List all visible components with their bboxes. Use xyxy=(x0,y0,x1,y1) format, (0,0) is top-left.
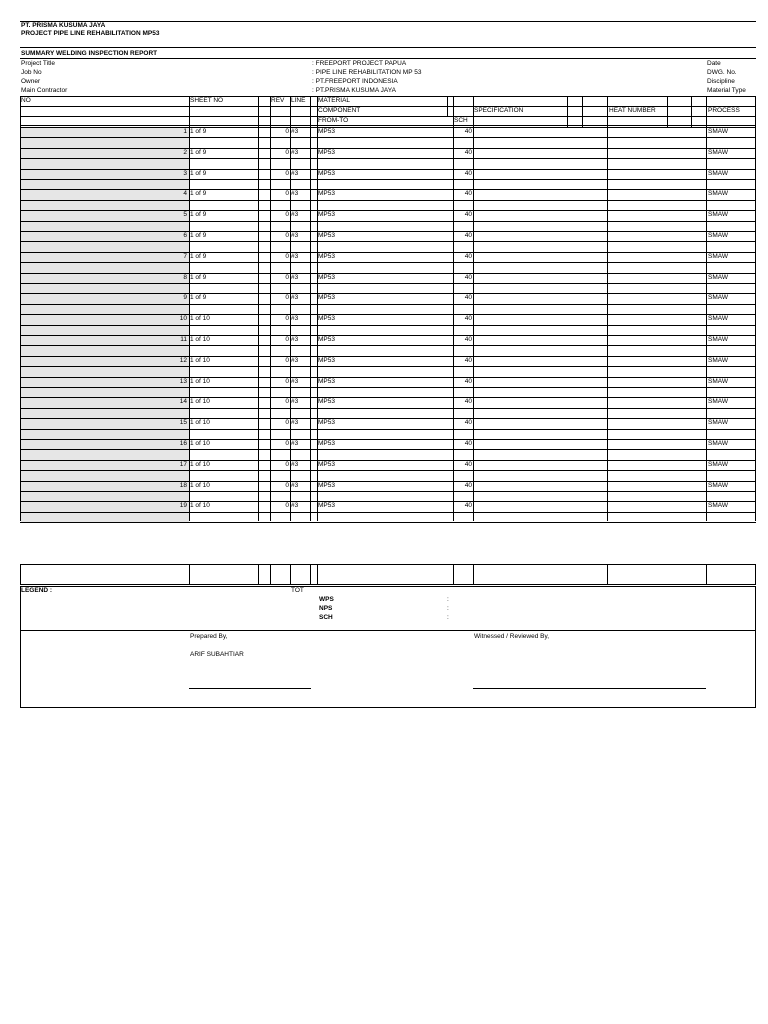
row-rev: 0 xyxy=(285,211,289,219)
row-sheet: 1 of 10 xyxy=(190,377,210,385)
company-name: PT. PRISMA KUSUMA JAYA xyxy=(21,22,106,29)
row-mid-line xyxy=(20,345,756,346)
row-line: #3 xyxy=(291,440,299,447)
row-process: SMAW xyxy=(708,148,728,156)
legend-wps-value: : xyxy=(447,596,449,603)
row-line: #3 xyxy=(291,356,299,364)
row-rev: 0 xyxy=(285,419,289,427)
row-sheet: 1 of 9 xyxy=(190,273,207,281)
row-from-to: MP53 xyxy=(318,502,335,510)
row-rev: 0 xyxy=(285,294,289,302)
job-no-label: Job No xyxy=(21,69,42,76)
legend-wps: WPS xyxy=(319,596,334,603)
header-sheet-no: SHEET NO xyxy=(190,97,224,104)
row-sch: 40 xyxy=(464,398,472,406)
row-process: SMAW xyxy=(708,336,728,343)
row-from-to: MP53 xyxy=(318,398,335,406)
prepared-by-name: ARIF SUBAHTIAR xyxy=(190,651,244,658)
row-line: #3 xyxy=(291,419,299,427)
row-sch: 40 xyxy=(464,481,472,489)
row-sch: 40 xyxy=(464,336,472,343)
row-process: SMAW xyxy=(708,502,728,510)
report-title: SUMMARY WELDING INSPECTION REPORT xyxy=(21,50,158,57)
row-sch: 40 xyxy=(464,128,472,135)
row-mid-line xyxy=(20,137,756,138)
row-no: 17 xyxy=(179,460,187,468)
row-no: 5 xyxy=(183,211,187,219)
row-from-to: MP53 xyxy=(318,481,335,489)
row-rev: 0 xyxy=(285,336,289,343)
row-rev: 0 xyxy=(285,398,289,406)
row-no: 8 xyxy=(183,273,187,281)
row-sheet: 1 of 10 xyxy=(190,460,210,468)
row-from-to: MP53 xyxy=(318,419,335,427)
row-no: 15 xyxy=(179,419,187,427)
row-process: SMAW xyxy=(708,398,728,406)
row-sheet: 1 of 9 xyxy=(190,169,207,177)
witnessed-by-label: Witnessed / Reviewed By, xyxy=(474,633,550,640)
row-rev: 0 xyxy=(285,273,289,281)
row-sch: 40 xyxy=(464,148,472,156)
row-line: #3 xyxy=(291,190,299,198)
row-from-to: MP53 xyxy=(318,356,335,364)
row-from-to: MP53 xyxy=(318,232,335,239)
row-sch: 40 xyxy=(464,440,472,447)
row-rev: 0 xyxy=(285,315,289,323)
row-no: 3 xyxy=(183,169,187,177)
row-no: 12 xyxy=(179,356,187,364)
prepared-by-label: Prepared By, xyxy=(190,633,228,640)
row-process: SMAW xyxy=(708,232,728,239)
row-sheet: 1 of 10 xyxy=(190,315,210,323)
legend-label: LEGEND : xyxy=(21,587,53,594)
header-component: COMPONENT xyxy=(318,107,361,114)
row-from-to: MP53 xyxy=(318,169,335,177)
row-no: 19 xyxy=(179,502,187,510)
row-no: 1 xyxy=(183,128,187,135)
row-line: #3 xyxy=(291,398,299,406)
legend-tot: TOT xyxy=(291,587,304,594)
row-sch: 40 xyxy=(464,502,472,510)
legend-nps: NPS xyxy=(319,605,333,612)
header-line: LINE xyxy=(291,97,306,104)
row-from-to: MP53 xyxy=(318,128,335,135)
row-sch: 40 xyxy=(464,419,472,427)
row-no: 6 xyxy=(183,232,187,239)
row-sheet: 1 of 9 xyxy=(190,148,207,156)
row-mid-line xyxy=(20,304,756,305)
row-sheet: 1 of 9 xyxy=(190,252,207,260)
row-sheet: 1 of 9 xyxy=(190,211,207,219)
project-title-value: : FREEPORT PROJECT PAPUA xyxy=(312,60,407,67)
row-line: #3 xyxy=(291,252,299,260)
main-contractor-value: : PT.PRISMA KUSUMA JAYA xyxy=(312,87,396,94)
legend-sch-value: : xyxy=(447,614,449,621)
row-from-to: MP53 xyxy=(318,190,335,198)
row-sch: 40 xyxy=(464,294,472,302)
row-line: #3 xyxy=(291,460,299,468)
row-process: SMAW xyxy=(708,377,728,385)
row-rev: 0 xyxy=(285,377,289,385)
header-from-to: FROM-TO xyxy=(318,117,349,124)
row-process: SMAW xyxy=(708,419,728,427)
row-sch: 40 xyxy=(464,211,472,219)
row-line: #3 xyxy=(291,169,299,177)
row-mid-line xyxy=(20,429,756,430)
row-line: #3 xyxy=(291,481,299,489)
row-mid-line xyxy=(20,158,756,159)
material-type-label: Material Type xyxy=(707,87,746,94)
row-sch: 40 xyxy=(464,356,472,364)
row-line: #3 xyxy=(291,273,299,281)
row-no: 11 xyxy=(180,336,187,343)
row-sch: 40 xyxy=(464,273,472,281)
header-material: MATERIAL xyxy=(318,97,351,104)
row-from-to: MP53 xyxy=(318,336,335,343)
row-no: 7 xyxy=(183,252,187,260)
row-line: #3 xyxy=(291,502,299,510)
row-rev: 0 xyxy=(285,356,289,364)
project-heading: PROJECT PIPE LINE REHABILITATION MP53 xyxy=(21,30,160,37)
row-line: #3 xyxy=(291,148,299,156)
row-no: 9 xyxy=(183,294,187,302)
row-rev: 0 xyxy=(285,232,289,239)
row-process: SMAW xyxy=(708,440,728,447)
row-mid-line xyxy=(20,262,756,263)
row-line: #3 xyxy=(291,211,299,219)
row-line: #3 xyxy=(291,294,299,302)
row-mid-line xyxy=(20,325,756,326)
row-mid-line xyxy=(20,512,756,513)
row-process: SMAW xyxy=(708,211,728,219)
row-sheet: 1 of 10 xyxy=(190,481,210,489)
row-no: 14 xyxy=(179,398,187,406)
row-sch: 40 xyxy=(464,169,472,177)
row-rev: 0 xyxy=(285,148,289,156)
row-rev: 0 xyxy=(285,440,289,447)
row-process: SMAW xyxy=(708,190,728,198)
row-sheet: 1 of 10 xyxy=(190,336,210,343)
row-sheet: 1 of 10 xyxy=(190,502,210,510)
row-mid-line xyxy=(20,179,756,180)
row-rev: 0 xyxy=(285,481,289,489)
owner-label: Owner xyxy=(21,78,41,85)
top-border xyxy=(20,21,756,22)
row-rev: 0 xyxy=(285,502,289,510)
legend-nps-value: : xyxy=(447,605,449,612)
discipline-label: Discipline xyxy=(707,78,735,85)
row-process: SMAW xyxy=(708,294,728,302)
row-bottom-line xyxy=(20,522,756,523)
project-title-label: Project Title xyxy=(21,60,55,67)
row-sch: 40 xyxy=(464,377,472,385)
row-mid-line xyxy=(20,283,756,284)
header-specification: SPECIFICATION xyxy=(474,107,524,114)
legend-sch: SCH xyxy=(319,614,333,621)
row-process: SMAW xyxy=(708,356,728,364)
owner-value: : PT.FREEPORT INDONESIA xyxy=(312,78,398,85)
row-sheet: 1 of 10 xyxy=(190,398,210,406)
row-sch: 40 xyxy=(464,252,472,260)
row-from-to: MP53 xyxy=(318,294,335,302)
row-sheet: 1 of 9 xyxy=(190,190,207,198)
row-line: #3 xyxy=(291,315,299,323)
row-process: SMAW xyxy=(708,460,728,468)
row-mid-line xyxy=(20,387,756,388)
row-mid-line xyxy=(20,221,756,222)
row-process: SMAW xyxy=(708,169,728,177)
row-rev: 0 xyxy=(285,190,289,198)
row-sheet: 1 of 9 xyxy=(190,232,207,239)
job-no-value: : PIPE LINE REHABILITATION MP 53 xyxy=(312,69,422,76)
row-from-to: MP53 xyxy=(318,377,335,385)
row-rev: 0 xyxy=(285,252,289,260)
row-process: SMAW xyxy=(708,252,728,260)
row-sheet: 1 of 10 xyxy=(190,419,210,427)
row-mid-line xyxy=(20,408,756,409)
row-mid-line xyxy=(20,241,756,242)
row-rev: 0 xyxy=(285,460,289,468)
row-no: 10 xyxy=(179,315,187,323)
row-sch: 40 xyxy=(464,232,472,239)
row-line: #3 xyxy=(291,232,299,239)
row-rev: 0 xyxy=(285,128,289,135)
row-from-to: MP53 xyxy=(318,273,335,281)
row-no: 13 xyxy=(179,377,187,385)
row-sheet: 1 of 9 xyxy=(190,294,207,302)
prepared-signature-line xyxy=(189,688,311,689)
row-mid-line xyxy=(20,200,756,201)
row-no: 16 xyxy=(179,440,187,447)
header-process: PROCESS xyxy=(708,107,740,114)
row-from-to: MP53 xyxy=(318,148,335,156)
row-from-to: MP53 xyxy=(318,460,335,468)
row-mid-line xyxy=(20,491,756,492)
row-from-to: MP53 xyxy=(318,315,335,323)
row-sheet: 1 of 10 xyxy=(190,440,210,447)
witnessed-signature-line xyxy=(473,688,706,689)
row-no: 18 xyxy=(179,481,187,489)
header-no: NO xyxy=(21,97,31,104)
row-no: 4 xyxy=(183,190,187,198)
row-line: #3 xyxy=(291,377,299,385)
row-line: #3 xyxy=(291,128,299,135)
row-mid-line xyxy=(20,449,756,450)
row-sch: 40 xyxy=(464,315,472,323)
row-mid-line xyxy=(20,470,756,471)
row-sheet: 1 of 9 xyxy=(190,128,207,135)
row-sheet: 1 of 10 xyxy=(190,356,210,364)
row-from-to: MP53 xyxy=(318,440,335,447)
row-process: SMAW xyxy=(708,128,728,135)
row-no: 2 xyxy=(183,148,187,156)
main-contractor-label: Main Contractor xyxy=(21,87,68,94)
header-sch: SCH xyxy=(454,117,468,124)
header-rev: REV xyxy=(271,97,285,104)
row-from-to: MP53 xyxy=(318,252,335,260)
row-from-to: MP53 xyxy=(318,211,335,219)
header-heat-number: HEAT NUMBER xyxy=(609,107,656,114)
row-line: #3 xyxy=(291,336,299,343)
row-sch: 40 xyxy=(464,190,472,198)
row-rev: 0 xyxy=(285,169,289,177)
row-process: SMAW xyxy=(708,315,728,323)
row-process: SMAW xyxy=(708,481,728,489)
row-process: SMAW xyxy=(708,273,728,281)
row-sch: 40 xyxy=(464,460,472,468)
row-mid-line xyxy=(20,366,756,367)
date-label: Date xyxy=(707,60,721,67)
dwg-no-label: DWG. No. xyxy=(707,69,737,76)
